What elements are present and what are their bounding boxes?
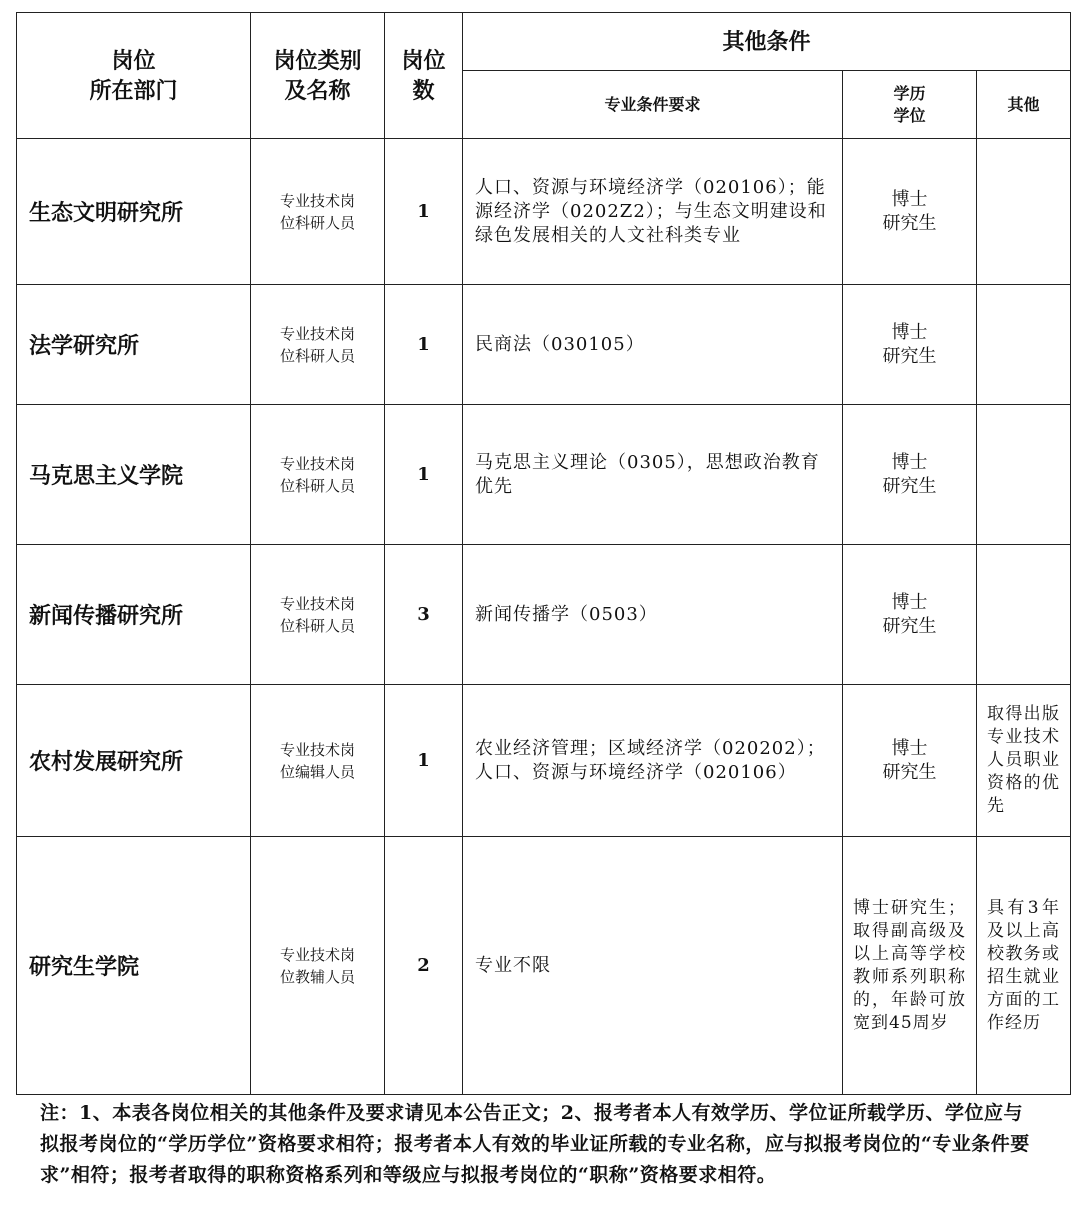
count-cell: 1 <box>385 405 463 545</box>
dept-cell: 研究生学院 <box>17 837 251 1095</box>
job-positions-table <box>16 12 1071 1095</box>
table-row <box>17 139 1071 285</box>
other-cell <box>977 405 1071 545</box>
count-cell: 3 <box>385 545 463 685</box>
category-cell: 专业技术岗 位科研人员 <box>251 405 385 545</box>
table-row <box>17 837 1071 1095</box>
other-cell: 具有3年及以上高校教务或招生就业方面的工作经历 <box>977 837 1071 1095</box>
major-cell: 民商法（030105） <box>463 285 843 405</box>
dept-cell: 法学研究所 <box>17 285 251 405</box>
other-cell <box>977 545 1071 685</box>
major-cell: 农业经济管理；区域经济学（020202）；人口、资源与环境经济学（020106） <box>463 685 843 837</box>
category-cell: 专业技术岗 位科研人员 <box>251 285 385 405</box>
category-cell: 专业技术岗 位编辑人员 <box>251 685 385 837</box>
header-dept: 岗位 所在部门 <box>17 13 251 139</box>
table-row <box>17 405 1071 545</box>
header-major: 专业条件要求 <box>463 71 843 139</box>
category-cell: 专业技术岗 位科研人员 <box>251 545 385 685</box>
dept-cell: 新闻传播研究所 <box>17 545 251 685</box>
count-cell: 1 <box>385 685 463 837</box>
major-cell: 人口、资源与环境经济学（020106）；能源经济学（0202Z2）；与生态文明建设和绿色发展相关的人文社科类专业 <box>463 139 843 285</box>
header-count: 岗位 数 <box>385 13 463 139</box>
degree-cell: 博士 研究生 <box>843 285 977 405</box>
major-cell: 马克思主义理论（0305），思想政治教育优先 <box>463 405 843 545</box>
count-cell: 1 <box>385 285 463 405</box>
degree-cell: 博士研究生；取得副高级及以上高等学校教师系列职称的，年龄可放宽到45周岁 <box>843 837 977 1095</box>
other-cell <box>977 139 1071 285</box>
other-cell: 取得出版专业技术人员职业资格的优先 <box>977 685 1071 837</box>
header-degree: 学历 学位 <box>843 71 977 139</box>
count-cell: 1 <box>385 139 463 285</box>
header-category: 岗位类别 及名称 <box>251 13 385 139</box>
degree-cell: 博士 研究生 <box>843 685 977 837</box>
dept-cell: 农村发展研究所 <box>17 685 251 837</box>
major-cell: 新闻传播学（0503） <box>463 545 843 685</box>
degree-cell: 博士 研究生 <box>843 139 977 285</box>
header-other-conditions: 其他条件 <box>463 13 1071 71</box>
count-cell: 2 <box>385 837 463 1095</box>
dept-cell: 马克思主义学院 <box>17 405 251 545</box>
table-row <box>17 545 1071 685</box>
category-cell: 专业技术岗 位教辅人员 <box>251 837 385 1095</box>
table-row <box>17 685 1071 837</box>
major-cell: 专业不限 <box>463 837 843 1095</box>
dept-cell: 生态文明研究所 <box>17 139 251 285</box>
degree-cell: 博士 研究生 <box>843 545 977 685</box>
table-row <box>17 285 1071 405</box>
degree-cell: 博士 研究生 <box>843 405 977 545</box>
footnote: 注：1、本表各岗位相关的其他条件及要求请见本公告正文；2、报考者本人有效学历、学位证所载学历、学位应与拟报考岗位的“学历学位”资格要求相符；报考者本人有效的毕业证所载的专业名称，应与拟报考岗位的“专业条件要求”相符；报考者取得的职称资格系列和等级应与拟报考岗位的“职称”资格要求相符。 <box>40 1102 1030 1186</box>
other-cell <box>977 285 1071 405</box>
category-cell: 专业技术岗 位科研人员 <box>251 139 385 285</box>
header-other: 其他 <box>977 71 1071 139</box>
